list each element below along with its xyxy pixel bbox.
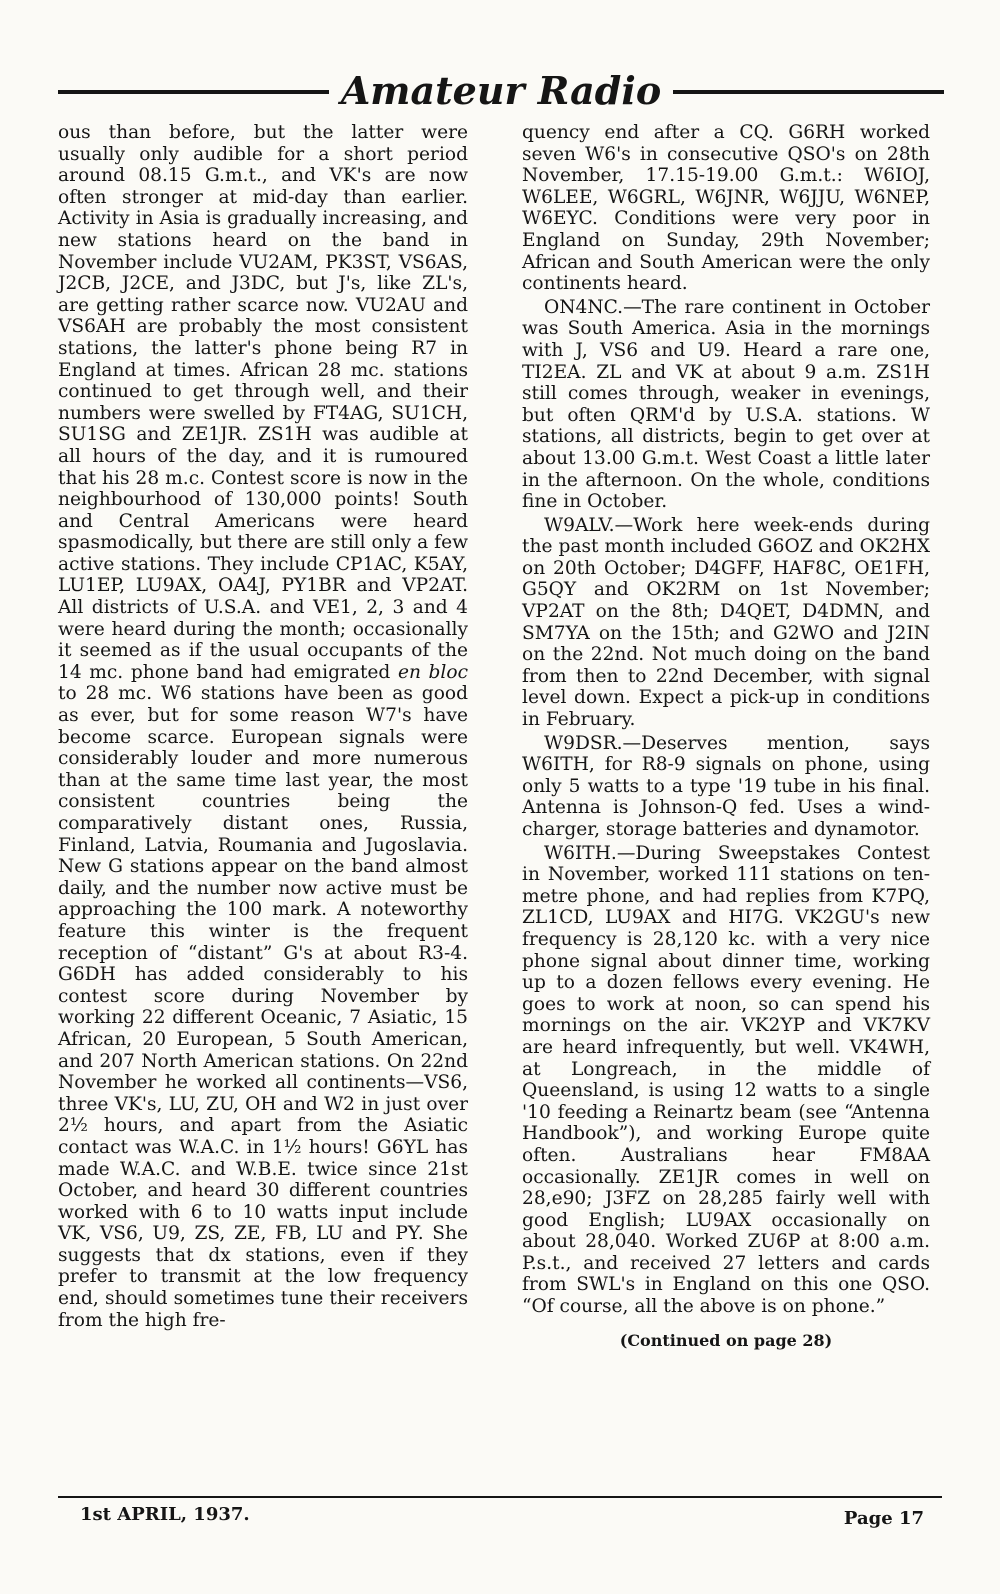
right-paragraph-w6ith: W6ITH.—During Sweepstakes Contest in November, worked 111 stations on ten-metre phone, and had replies from K7PQ, ZL1CD, LU9AX and HI7G. VK2GU's new frequency is 28,120 kc. with a very nice phone signal about dinner time, working up to a dozen fellows every evening. He goes to work at noon, so can spend his mornings on the air. VK2YP and VK7KV are heard infrequently, but well. VK4WH, at Longreach, in the middle of Queensland, is using 12 watts to a single '10 feeding a Reinartz beam (see “Antenna Handbook”), and working Europe quite often. Australians hear FM8AA occasionally. ZE1JR comes in well on 28,e90; J3FZ on 28,285 fairly well with good English; LU9AX occasionally on about 28,040. Worked ZU6P at 8:00 a.m. P.s.t., and received 27 letters and cards from SWL's in England on this one QSO. “Of course, all the above is on phone.” — [522, 842, 930, 1318]
footer-page-number: Page 17 — [843, 1508, 924, 1529]
left-paragraph-text-1: ous than before, but the latter were usually only audible for a short period around 08.15 G.m.t., and VK's are now often stronger at mid-day than earlier. Activity in Asia is gradually increasing, and new stations heard on the band in November include VU2AM, PK3ST, VS6AS, J2CB, J2CE, and J3DC, but J's, like ZL's, are getting rather scarce now. VU2AU and VS6AH are probably the most consistent stations, the latter's phone being R7 in England at times. African 28 mc. stations continued to get through well, and their numbers were swelled by FT4AG, SU1CH, SU1SG and ZE1JR. ZS1H was audible at all hours of the day, and it is rumoured that his 28 m.c. Contest score is now in the neighbourhood of 130,000 points! South and Central Americans were heard spasmodically, but there are still only a few active stations. They include CP1AC, K5AY, LU1EP, LU9AX, OA4J, PY1BR and VP2AT. All districts of U.S.A. and VE1, 2, 3 and 4 were heard during the month; occasionally it seemed as if the usual occupants of the 14 mc. phone band had emigrated — [58, 122, 468, 683]
footer-rule — [58, 1496, 942, 1498]
masthead — [58, 62, 944, 122]
right-paragraph-on4nc: ON4NC.—The rare continent in October was South America. Asia in the mornings with J, VS6 and U9. Heard a rare one, TI2EA. ZL and VK at about 9 a.m. ZS1H still comes through, weaker in evenings, but often QRM'd by U.S.A. stations. W stations, all districts, begin to get over at about 13.00 G.m.t. West Coast a little later in the afternoon. On the whole, conditions fine in October. — [522, 296, 930, 513]
masthead-title-wrap — [58, 62, 944, 120]
left-paragraph-italic: en bloc — [397, 661, 468, 683]
right-paragraph-1: quency end after a CQ. G6RH worked seven W6's in consecutive QSO's on 28th November, 17.15-19.00 G.m.t.: W6IOJ, W6LEE, W6GRL, W6JNR, W6JJU, W6NEP, W6EYC. Conditions were very poor in England on Sunday, 29th November; African and South American were the only continents heard. — [522, 122, 930, 295]
right-column — [522, 122, 930, 1351]
masthead-title: Amateur Radio — [329, 68, 673, 113]
left-paragraph — [58, 122, 468, 1331]
left-column — [58, 122, 468, 1331]
continued-note: (Continued on page 28) — [619, 1330, 833, 1350]
right-paragraph-w9dsr: W9DSR.—Deserves mention, says W6ITH, for R8-9 signals on phone, using only 5 watts to a type '19 tube in his final. Antenna is Johnson-Q fed. Uses a wind-charger, storage batteries and dynamotor. — [522, 732, 930, 840]
footer-date: 1st APRIL, 1937. — [80, 1504, 250, 1525]
left-paragraph-text-2: to 28 mc. W6 stations have been as good as ever, but for some reason W7's have become scarce. European signals were considerably louder and more numerous than at the same time last year, the most consistent countries being the comparatively distant ones, Russia, Finland, Latvia, Roumania and Jugoslavia. New G stations appear on the band almost daily, and the number now active must be approaching the 100 mark. A noteworthy feature this winter is the frequent reception of “distant” G's at about R3-4. G6DH has added considerably to his contest score during November by working 22 different Oceanic, 7 Asiatic, 15 African, 20 European, 5 South American, and 207 North American stations. On 22nd November he worked all continents—VS6, three VK's, LU, ZU, OH and W2 in just over 2½ hours, and apart from the Asiatic contact was W.A.C. in 1½ hours! G6YL has made W.A.C. and W.B.E. twice since 21st October, and heard 30 different countries worked with 6 to 10 watts input include VK, VS6, U9, ZS, ZE, FB, LU and PY. She suggests that dx stations, even if they prefer to transmit at the low frequency end, should sometimes tune their receivers from the high fre- — [58, 683, 468, 1331]
right-paragraph-w9alv: W9ALV.—Work here week-ends during the past month included G6OZ and OK2HX on 20th October; D4GFF, HAF8C, OE1FH, G5QY and OK2RM on 1st November; VP2AT on the 8th; D4QET, D4DMN, and SM7YA on the 15th; and G2WO and J2IN on the 22nd. Not much doing on the band from then to 22nd December, with signal level down. Expect a pick-up in conditions in February. — [522, 514, 930, 731]
